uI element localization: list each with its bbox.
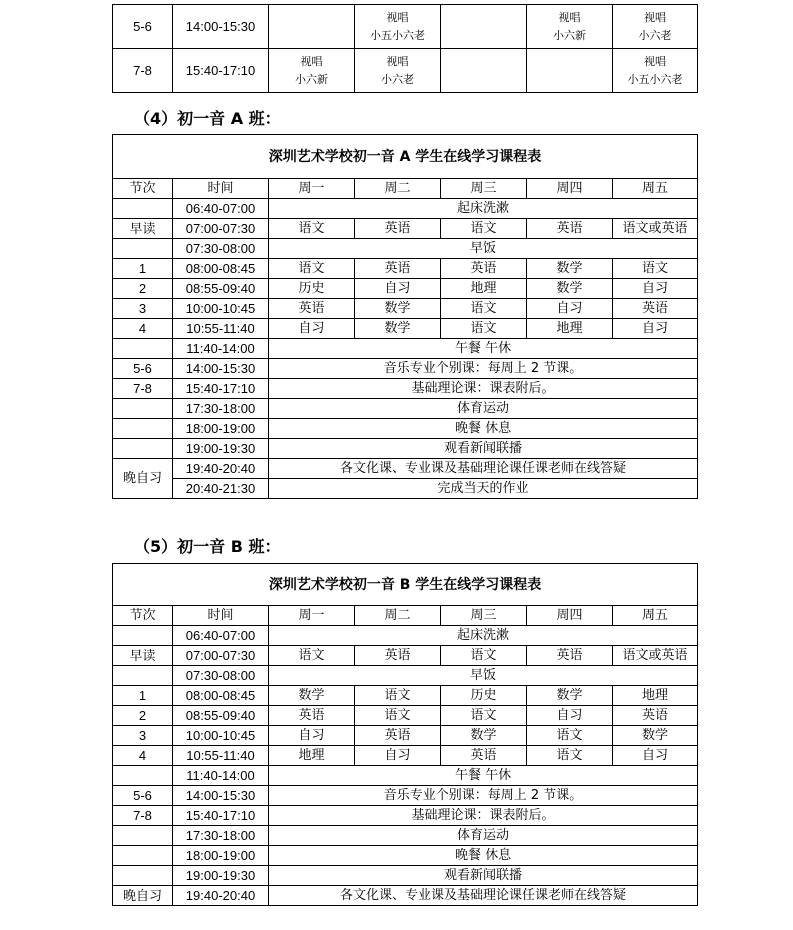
- table-row: [113, 319, 698, 339]
- time-cell: 10:00-10:45: [173, 726, 269, 746]
- header-cell: 周一: [269, 179, 355, 199]
- table-row: [113, 439, 698, 459]
- activity-cell: 基础理论课：课表附后。: [269, 379, 698, 399]
- activity-cell: 早饭: [269, 666, 698, 686]
- period-cell: [113, 766, 173, 786]
- course-cell: 视唱 小六新: [269, 49, 355, 93]
- time-cell: 08:00-08:45: [173, 686, 269, 706]
- table-row: [113, 826, 698, 846]
- table-row: [113, 5, 698, 49]
- period-cell: [113, 626, 173, 646]
- table-row: [113, 279, 698, 299]
- activity-cell: 各文化课、专业课及基础理论课任课老师在线答疑: [269, 886, 698, 906]
- course-cell: 语文: [441, 706, 527, 726]
- course-cell: 地理: [613, 686, 698, 706]
- header-cell: 节次: [113, 606, 173, 626]
- period-cell: [113, 399, 173, 419]
- header-cell: 时间: [173, 606, 269, 626]
- time-cell: 19:40-20:40: [173, 886, 269, 906]
- section-b-heading: （5）初一音 B 班：: [134, 537, 281, 556]
- course-cell: 语文: [355, 686, 441, 706]
- course-cell: 数学: [269, 686, 355, 706]
- course-cell: 语文或英语: [613, 219, 698, 239]
- course-cell: 语文: [613, 259, 698, 279]
- table-row: [113, 359, 698, 379]
- header-cell: 周一: [269, 606, 355, 626]
- period-cell: 早读: [113, 646, 173, 666]
- period-cell: [113, 846, 173, 866]
- table-row: [113, 626, 698, 646]
- header-cell: 周五: [613, 179, 698, 199]
- course-cell: 语文: [269, 219, 355, 239]
- table-row: [113, 219, 698, 239]
- header-cell: 周五: [613, 606, 698, 626]
- header-row: [113, 179, 698, 199]
- period-cell: 4: [113, 319, 173, 339]
- course-cell: 自习: [355, 279, 441, 299]
- activity-cell: 晚餐 休息: [269, 419, 698, 439]
- time-cell: 17:30-18:00: [173, 399, 269, 419]
- activity-cell: 起床洗漱: [269, 626, 698, 646]
- period-cell: [113, 199, 173, 219]
- table-title-row: [113, 564, 698, 606]
- course-cell: 数学: [527, 259, 613, 279]
- course-cell: 自习: [613, 746, 698, 766]
- time-cell: 08:55-09:40: [173, 279, 269, 299]
- time-cell: 11:40-14:00: [173, 766, 269, 786]
- period-cell: 2: [113, 279, 173, 299]
- time-cell: 10:55-11:40: [173, 746, 269, 766]
- schedule-table-a: [112, 134, 698, 499]
- course-cell: 语文: [527, 746, 613, 766]
- time-cell: 07:00-07:30: [173, 219, 269, 239]
- table-row: [113, 886, 698, 906]
- course-cell: 视唱 小五小六老: [613, 49, 698, 93]
- course-cell: [527, 49, 613, 93]
- course-cell: 自习: [355, 746, 441, 766]
- table-row: [113, 419, 698, 439]
- course-cell: 地理: [441, 279, 527, 299]
- header-cell: 周二: [355, 606, 441, 626]
- time-cell: 11:40-14:00: [173, 339, 269, 359]
- course-cell: 英语: [527, 646, 613, 666]
- header-cell: 周四: [527, 179, 613, 199]
- course-cell: 自习: [269, 319, 355, 339]
- header-cell: 周三: [441, 606, 527, 626]
- course-cell: 自习: [613, 279, 698, 299]
- table-row: [113, 846, 698, 866]
- table-row: [113, 339, 698, 359]
- activity-cell: 音乐专业个别课：每周上 2 节课。: [269, 786, 698, 806]
- course-cell: [441, 49, 527, 93]
- time-cell: 19:00-19:30: [173, 866, 269, 886]
- course-cell: 英语: [441, 746, 527, 766]
- course-cell: 英语: [269, 299, 355, 319]
- activity-cell: 观看新闻联播: [269, 866, 698, 886]
- course-cell: 视唱 小五小六老: [355, 5, 441, 49]
- period-cell: 5-6: [113, 359, 173, 379]
- time-cell: 15:40-17:10: [173, 806, 269, 826]
- time-cell: 14:00-15:30: [173, 786, 269, 806]
- table-row: [113, 746, 698, 766]
- time-cell: 06:40-07:00: [173, 199, 269, 219]
- course-cell: 视唱 小六老: [613, 5, 698, 49]
- table-row: [113, 479, 698, 499]
- course-cell: 自习: [527, 706, 613, 726]
- schedule-table-b: [112, 563, 698, 906]
- period-cell: 1: [113, 259, 173, 279]
- time-cell: 17:30-18:00: [173, 826, 269, 846]
- activity-cell: 基础理论课：课表附后。: [269, 806, 698, 826]
- table-row: [113, 666, 698, 686]
- period-cell: 5-6: [113, 5, 173, 49]
- table-row: [113, 459, 698, 479]
- course-cell: 数学: [355, 299, 441, 319]
- course-cell: [441, 5, 527, 49]
- table-row: [113, 726, 698, 746]
- table-title-row: [113, 135, 698, 179]
- course-cell: [269, 5, 355, 49]
- course-cell: 英语: [613, 299, 698, 319]
- course-cell: 地理: [269, 746, 355, 766]
- period-cell: 5-6: [113, 786, 173, 806]
- activity-cell: 晚餐 休息: [269, 846, 698, 866]
- period-cell: [113, 666, 173, 686]
- course-cell: 自习: [613, 319, 698, 339]
- course-cell: 语文: [441, 299, 527, 319]
- course-cell: 语文或英语: [613, 646, 698, 666]
- course-cell: 历史: [269, 279, 355, 299]
- course-cell: 视唱 小六新: [527, 5, 613, 49]
- table-row: [113, 299, 698, 319]
- course-cell: 语文: [441, 219, 527, 239]
- period-cell: 早读: [113, 219, 173, 239]
- course-cell: 语文: [527, 726, 613, 746]
- time-cell: 07:30-08:00: [173, 666, 269, 686]
- header-cell: 时间: [173, 179, 269, 199]
- period-cell: 4: [113, 746, 173, 766]
- table-row: [113, 706, 698, 726]
- table-row: [113, 806, 698, 826]
- top-schedule-table: [112, 4, 698, 93]
- table-row: [113, 766, 698, 786]
- header-cell: 周四: [527, 606, 613, 626]
- course-cell: 数学: [613, 726, 698, 746]
- table-row: [113, 686, 698, 706]
- time-cell: 18:00-19:00: [173, 846, 269, 866]
- header-row: [113, 606, 698, 626]
- time-cell: 10:55-11:40: [173, 319, 269, 339]
- period-cell: 1: [113, 686, 173, 706]
- course-cell: 数学: [441, 726, 527, 746]
- activity-cell: 完成当天的作业: [269, 479, 698, 499]
- header-cell: 周三: [441, 179, 527, 199]
- course-cell: 语文: [269, 259, 355, 279]
- period-cell: 7-8: [113, 379, 173, 399]
- course-cell: 英语: [527, 219, 613, 239]
- time-cell: 14:00-15:30: [173, 359, 269, 379]
- course-cell: 数学: [527, 279, 613, 299]
- course-cell: 视唱 小六老: [355, 49, 441, 93]
- table-row: [113, 239, 698, 259]
- course-cell: 英语: [355, 259, 441, 279]
- table-row: [113, 199, 698, 219]
- period-cell: 2: [113, 706, 173, 726]
- table-row: [113, 786, 698, 806]
- period-cell: 3: [113, 726, 173, 746]
- time-cell: 20:40-21:30: [173, 479, 269, 499]
- period-cell: [113, 419, 173, 439]
- time-cell: 14:00-15:30: [173, 5, 269, 49]
- table-row: [113, 866, 698, 886]
- time-cell: 08:00-08:45: [173, 259, 269, 279]
- period-cell: [113, 826, 173, 846]
- activity-cell: 体育运动: [269, 399, 698, 419]
- activity-cell: 起床洗漱: [269, 199, 698, 219]
- period-cell: [113, 339, 173, 359]
- time-cell: 07:00-07:30: [173, 646, 269, 666]
- activity-cell: 音乐专业个别课：每周上 2 节课。: [269, 359, 698, 379]
- course-cell: 数学: [527, 686, 613, 706]
- course-cell: 语文: [269, 646, 355, 666]
- table-row: [113, 379, 698, 399]
- period-cell: 晚自习: [113, 459, 173, 499]
- course-cell: 语文: [355, 706, 441, 726]
- activity-cell: 各文化课、专业课及基础理论课任课老师在线答疑: [269, 459, 698, 479]
- course-cell: 自习: [527, 299, 613, 319]
- period-cell: 7-8: [113, 49, 173, 93]
- course-cell: 英语: [355, 646, 441, 666]
- activity-cell: 午餐 午休: [269, 766, 698, 786]
- course-cell: 英语: [613, 706, 698, 726]
- period-cell: 晚自习: [113, 886, 173, 906]
- time-cell: 06:40-07:00: [173, 626, 269, 646]
- table-title: 深圳艺术学校初一音 B 学生在线学习课程表: [113, 564, 698, 606]
- activity-cell: 午餐 午休: [269, 339, 698, 359]
- course-cell: 英语: [441, 259, 527, 279]
- course-cell: 语文: [441, 646, 527, 666]
- section-a-heading: （4）初一音 A 班：: [134, 109, 281, 128]
- time-cell: 15:40-17:10: [173, 49, 269, 93]
- period-cell: [113, 439, 173, 459]
- time-cell: 08:55-09:40: [173, 706, 269, 726]
- time-cell: 19:40-20:40: [173, 459, 269, 479]
- period-cell: [113, 866, 173, 886]
- course-cell: 地理: [527, 319, 613, 339]
- header-cell: 节次: [113, 179, 173, 199]
- activity-cell: 早饭: [269, 239, 698, 259]
- course-cell: 英语: [269, 706, 355, 726]
- table-row: [113, 646, 698, 666]
- course-cell: 语文: [441, 319, 527, 339]
- course-cell: 英语: [355, 726, 441, 746]
- course-cell: 历史: [441, 686, 527, 706]
- period-cell: 7-8: [113, 806, 173, 826]
- table-row: [113, 399, 698, 419]
- table-row: [113, 49, 698, 93]
- course-cell: 数学: [355, 319, 441, 339]
- time-cell: 07:30-08:00: [173, 239, 269, 259]
- time-cell: 15:40-17:10: [173, 379, 269, 399]
- time-cell: 10:00-10:45: [173, 299, 269, 319]
- period-cell: 3: [113, 299, 173, 319]
- activity-cell: 观看新闻联播: [269, 439, 698, 459]
- course-cell: 自习: [269, 726, 355, 746]
- table-title: 深圳艺术学校初一音 A 学生在线学习课程表: [113, 135, 698, 179]
- time-cell: 18:00-19:00: [173, 419, 269, 439]
- time-cell: 19:00-19:30: [173, 439, 269, 459]
- course-cell: 英语: [355, 219, 441, 239]
- table-row: [113, 259, 698, 279]
- header-cell: 周二: [355, 179, 441, 199]
- period-cell: [113, 239, 173, 259]
- activity-cell: 体育运动: [269, 826, 698, 846]
